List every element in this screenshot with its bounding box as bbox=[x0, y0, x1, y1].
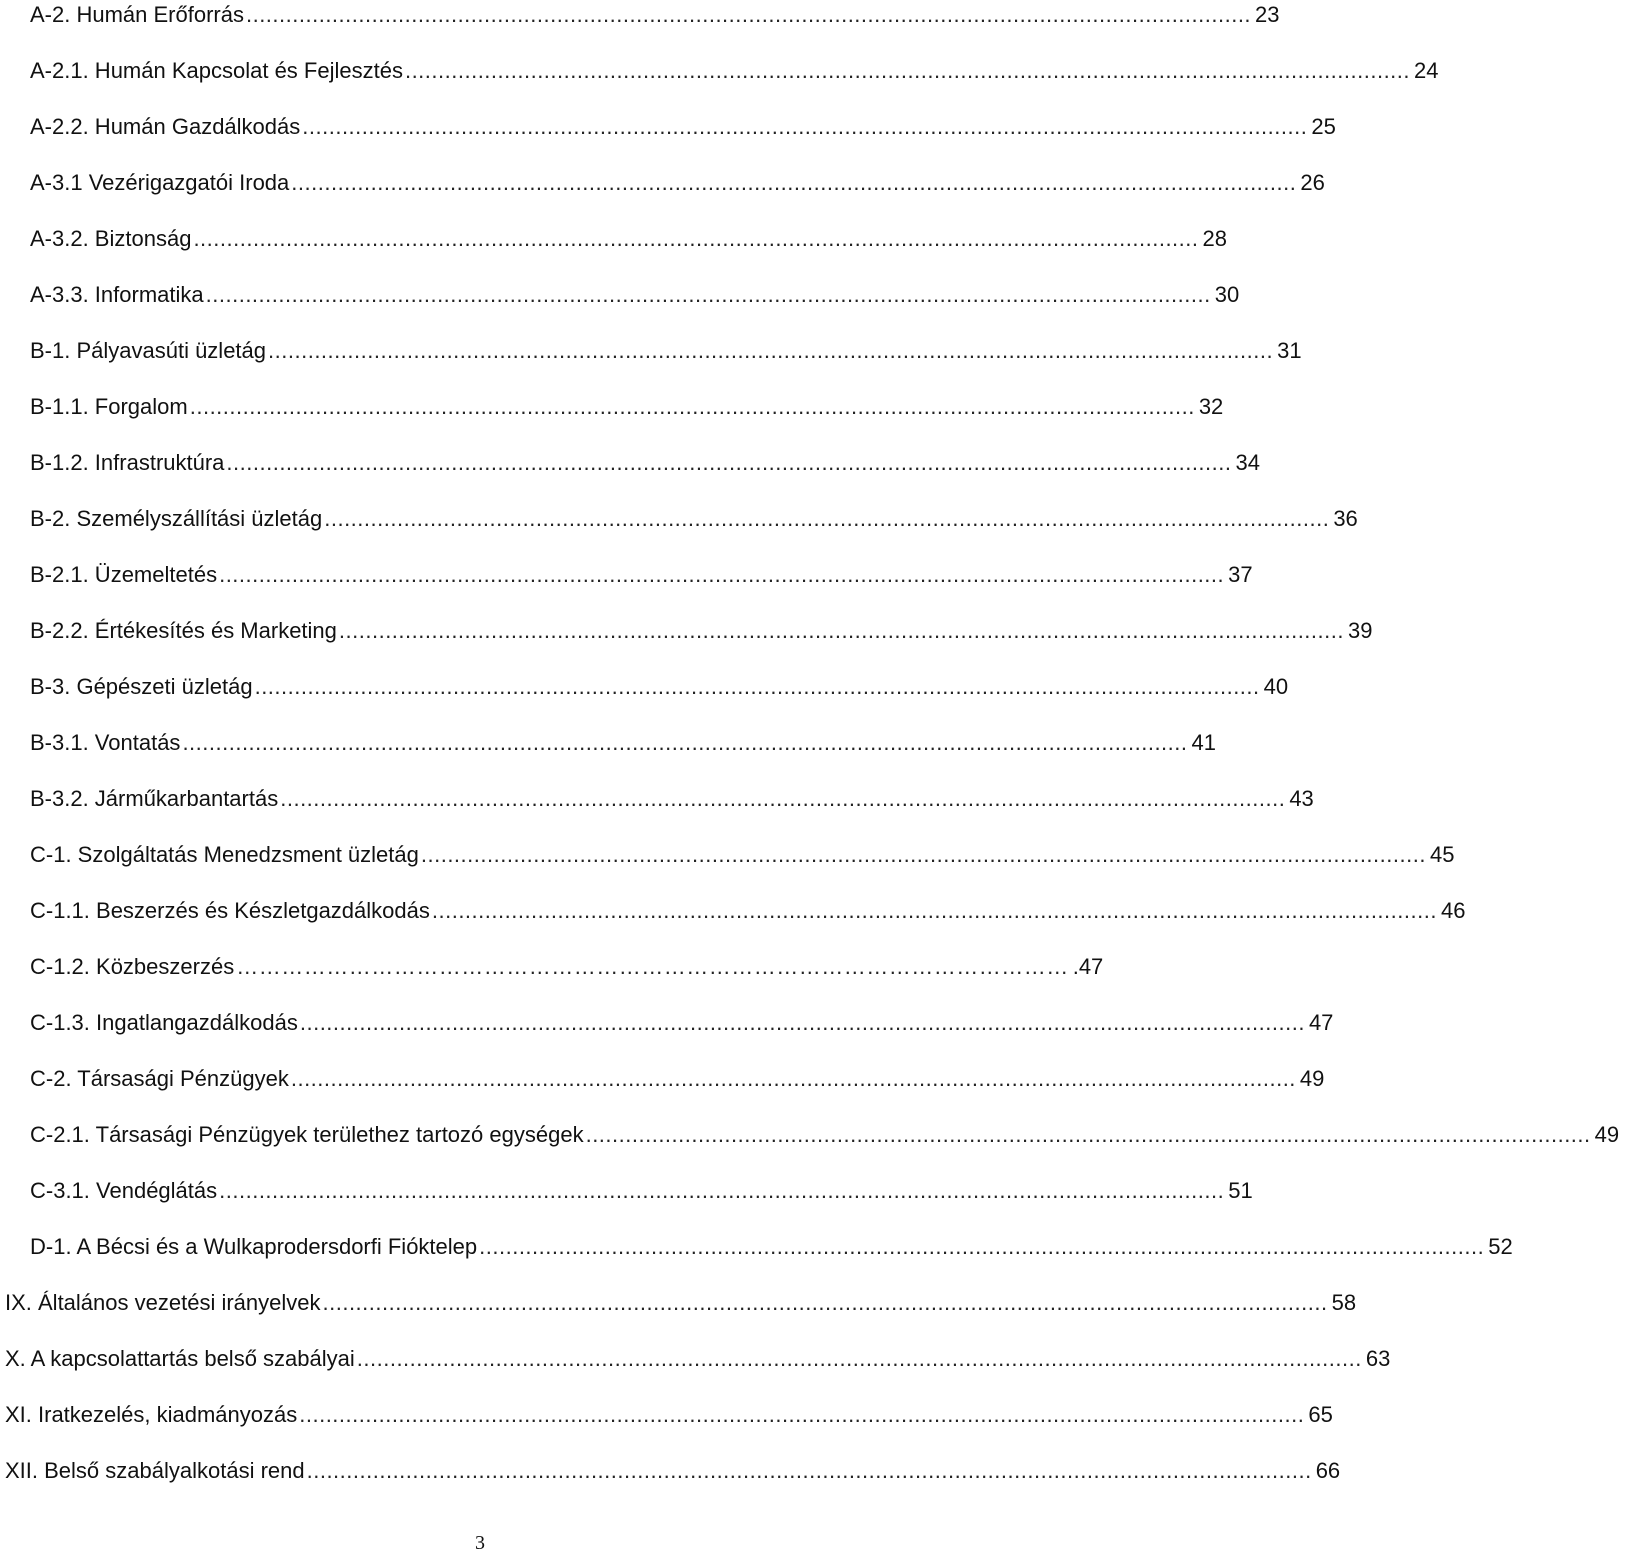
toc-dot-leader: ........................................................................................................................................................ bbox=[299, 1010, 1305, 1035]
toc-dot-leader: ........................................................................................................................................................ bbox=[219, 1178, 1225, 1203]
toc-entry-label: D-1. A Bécsi és a Wulkaprodersdorfi Fióktelep bbox=[30, 1234, 478, 1259]
toc-entry-label: A-2.1. Humán Kapcsolat és Fejlesztés bbox=[30, 58, 403, 83]
toc-entry-label: IX. Általános vezetési irányelvek bbox=[5, 1290, 321, 1315]
toc-entry-c-1-3[interactable] bbox=[0, 995, 1334, 1051]
toc-dot-leader: ........................................................................................................................................................ bbox=[182, 730, 1188, 755]
toc-dot-leader: ………………………………………………………………………………………………… bbox=[236, 954, 1069, 979]
toc-entry-b-3-2[interactable] bbox=[0, 771, 1314, 827]
toc-entry-c-1-1[interactable] bbox=[0, 883, 1466, 939]
toc-entry-a-2-2[interactable] bbox=[0, 99, 1336, 155]
toc-entry-b-3[interactable] bbox=[0, 659, 1289, 715]
toc-page-number: 66 bbox=[1315, 1458, 1341, 1483]
toc-entry-label: B-3.2. Járműkarbantartás bbox=[30, 786, 279, 811]
toc-entry-a-3-2[interactable] bbox=[0, 211, 1227, 267]
toc-entry-label: X. A kapcsolattartás belső szabályai bbox=[5, 1346, 355, 1371]
toc-entry-c-1[interactable] bbox=[0, 827, 1455, 883]
toc-entry-label: A-2. Humán Erőforrás bbox=[30, 2, 244, 27]
toc-dot-leader: ........................................................................................................................................................ bbox=[585, 1122, 1591, 1147]
toc-dot-leader: ........................................................................................................................................................ bbox=[431, 898, 1437, 923]
toc-page-number: 39 bbox=[1347, 618, 1373, 643]
toc-entry-label: B-2.2. Értékesítés és Marketing bbox=[30, 618, 337, 643]
toc-entry-label: C-1. Szolgáltatás Menedzsment üzletág bbox=[30, 842, 419, 867]
toc-entry-c-2-1[interactable] bbox=[0, 1107, 1620, 1163]
toc-dot-leader: ........................................................................................................................................................ bbox=[290, 1066, 1296, 1091]
toc-dot-leader: ........................................................................................................................................................ bbox=[324, 506, 1330, 531]
toc-entry-ix[interactable] bbox=[0, 1275, 1357, 1331]
toc-entry-label: A-3.3. Informatika bbox=[30, 282, 204, 307]
toc-entry-b-2[interactable] bbox=[0, 491, 1358, 547]
toc-entry-c-2[interactable] bbox=[0, 1051, 1325, 1107]
toc-entry-label: A-3.1 Vezérigazgatói Iroda bbox=[30, 170, 290, 195]
toc-dot-leader: ........................................................................................................................................................ bbox=[356, 1346, 1362, 1371]
toc-page-number: 43 bbox=[1289, 786, 1314, 811]
toc-entry-c-3-1[interactable] bbox=[0, 1163, 1253, 1219]
toc-entry-b-1-1[interactable] bbox=[0, 379, 1224, 435]
toc-page-number: 52 bbox=[1488, 1234, 1513, 1259]
toc-entry-b-1[interactable] bbox=[0, 323, 1302, 379]
toc-page-number: 58 bbox=[1331, 1290, 1357, 1315]
toc-page-number: 36 bbox=[1333, 506, 1358, 531]
toc-entry-b-2-1[interactable] bbox=[0, 547, 1253, 603]
toc-dot-leader: ........................................................................................................................................................ bbox=[205, 282, 1211, 307]
toc-entry-label: A-3.2. Biztonság bbox=[30, 226, 192, 251]
toc-entry-b-2-2[interactable] bbox=[0, 603, 1373, 659]
toc-page-number: 45 bbox=[1429, 842, 1455, 867]
toc-entry-label: B-1.1. Forgalom bbox=[30, 394, 188, 419]
toc-page-number: 34 bbox=[1235, 450, 1260, 475]
toc-page-number: 47 bbox=[1308, 1010, 1334, 1035]
toc-entry-xii[interactable] bbox=[0, 1443, 1341, 1499]
toc-dot-leader: ........................................................................................................................................................ bbox=[226, 450, 1232, 475]
toc-page-number: 25 bbox=[1311, 114, 1336, 139]
toc-page-number: 24 bbox=[1414, 58, 1439, 83]
toc-entry-x[interactable] bbox=[0, 1331, 1391, 1387]
toc-entry-label: C-1.2. Közbeszerzés bbox=[30, 954, 235, 979]
toc-entry-a-2-1[interactable] bbox=[0, 43, 1439, 99]
toc-page-number: 28 bbox=[1202, 226, 1227, 251]
toc-entry-label: C-2. Társasági Pénzügyek bbox=[30, 1066, 289, 1091]
toc-page-number: 63 bbox=[1365, 1346, 1391, 1371]
toc-dot-leader: ........................................................................................................................................................ bbox=[420, 842, 1426, 867]
toc-page-number: 23 bbox=[1255, 2, 1280, 27]
toc-page-number: 40 bbox=[1263, 674, 1289, 699]
toc-dot-leader: ........................................................................................................................................................ bbox=[245, 2, 1252, 27]
toc-dot-leader: ........................................................................................................................................................ bbox=[404, 58, 1411, 83]
toc-dot-leader: ........................................................................................................................................................ bbox=[479, 1234, 1485, 1259]
toc-page-number: 32 bbox=[1198, 394, 1224, 419]
toc-entry-d-1[interactable] bbox=[0, 1219, 1513, 1275]
toc-page-number: 65 bbox=[1308, 1402, 1333, 1427]
toc-dot-leader: ........................................................................................................................................................ bbox=[302, 114, 1308, 139]
toc-dot-leader: ........................................................................................................................................................ bbox=[338, 618, 1344, 643]
toc-entry-b-1-2[interactable] bbox=[0, 435, 1260, 491]
toc-dot-leader: ........................................................................................................................................................ bbox=[299, 1402, 1305, 1427]
toc-entry-c-1-2[interactable] bbox=[0, 939, 1104, 995]
toc-page-number: 49 bbox=[1299, 1066, 1325, 1091]
toc-entry-label: B-3. Gépészeti üzletág bbox=[30, 674, 253, 699]
toc-entry-label: C-2.1. Társasági Pénzügyek területhez tartozó egységek bbox=[30, 1122, 584, 1147]
toc-entry-label: A-2.2. Humán Gazdálkodás bbox=[30, 114, 301, 139]
toc-page-number: 30 bbox=[1214, 282, 1240, 307]
toc-page-number: 41 bbox=[1191, 730, 1216, 755]
toc-entry-label: B-3.1. Vontatás bbox=[30, 730, 181, 755]
toc-entry-label: C-3.1. Vendéglátás bbox=[30, 1178, 218, 1203]
toc-dot-leader: ........................................................................................................................................................ bbox=[322, 1290, 1328, 1315]
toc-entry-b-3-1[interactable] bbox=[0, 715, 1216, 771]
toc-entry-label: B-1. Pályavasúti üzletág bbox=[30, 338, 267, 363]
toc-page-number: 49 bbox=[1594, 1122, 1620, 1147]
toc-dot-leader: ........................................................................................................................................................ bbox=[189, 394, 1195, 419]
toc-entry-label: B-2. Személyszállítási üzletág bbox=[30, 506, 323, 531]
toc-dot-leader: ........................................................................................................................................................ bbox=[193, 226, 1199, 251]
toc-dot-leader: ........................................................................................................................................................ bbox=[306, 1458, 1312, 1483]
toc-entry-label: XII. Belső szabályalkotási rend bbox=[5, 1458, 305, 1483]
toc-page-number: .47 bbox=[1072, 954, 1104, 979]
toc-page-number: 51 bbox=[1228, 1178, 1253, 1203]
toc-dot-leader: ........................................................................................................................................................ bbox=[254, 674, 1260, 699]
toc-dot-leader: ........................................................................................................................................................ bbox=[280, 786, 1286, 811]
toc-dot-leader: ........................................................................................................................................................ bbox=[268, 338, 1274, 363]
toc-entry-label: XI. Iratkezelés, kiadmányozás bbox=[5, 1402, 298, 1427]
page-footer-number: 3 bbox=[475, 1532, 485, 1554]
toc-entry-label: B-1.2. Infrastruktúra bbox=[30, 450, 225, 475]
toc-page-number: 46 bbox=[1440, 898, 1466, 923]
toc-entry-xi[interactable] bbox=[0, 1387, 1333, 1443]
toc-entry-label: B-2.1. Üzemeltetés bbox=[30, 562, 218, 587]
toc-dot-leader: ........................................................................................................................................................ bbox=[291, 170, 1297, 195]
toc-entry-label: C-1.1. Beszerzés és Készletgazdálkodás bbox=[30, 898, 430, 923]
toc-entry-a-3-3[interactable] bbox=[0, 267, 1240, 323]
toc-dot-leader: ........................................................................................................................................................ bbox=[219, 562, 1225, 587]
toc-entry-label: C-1.3. Ingatlangazdálkodás bbox=[30, 1010, 298, 1035]
toc-entry-a-3-1[interactable] bbox=[0, 155, 1325, 211]
toc-page-number: 31 bbox=[1277, 338, 1302, 363]
toc-entry-a-2[interactable] bbox=[0, 0, 1280, 43]
toc-page-number: 37 bbox=[1228, 562, 1253, 587]
toc-page-number: 26 bbox=[1300, 170, 1325, 195]
